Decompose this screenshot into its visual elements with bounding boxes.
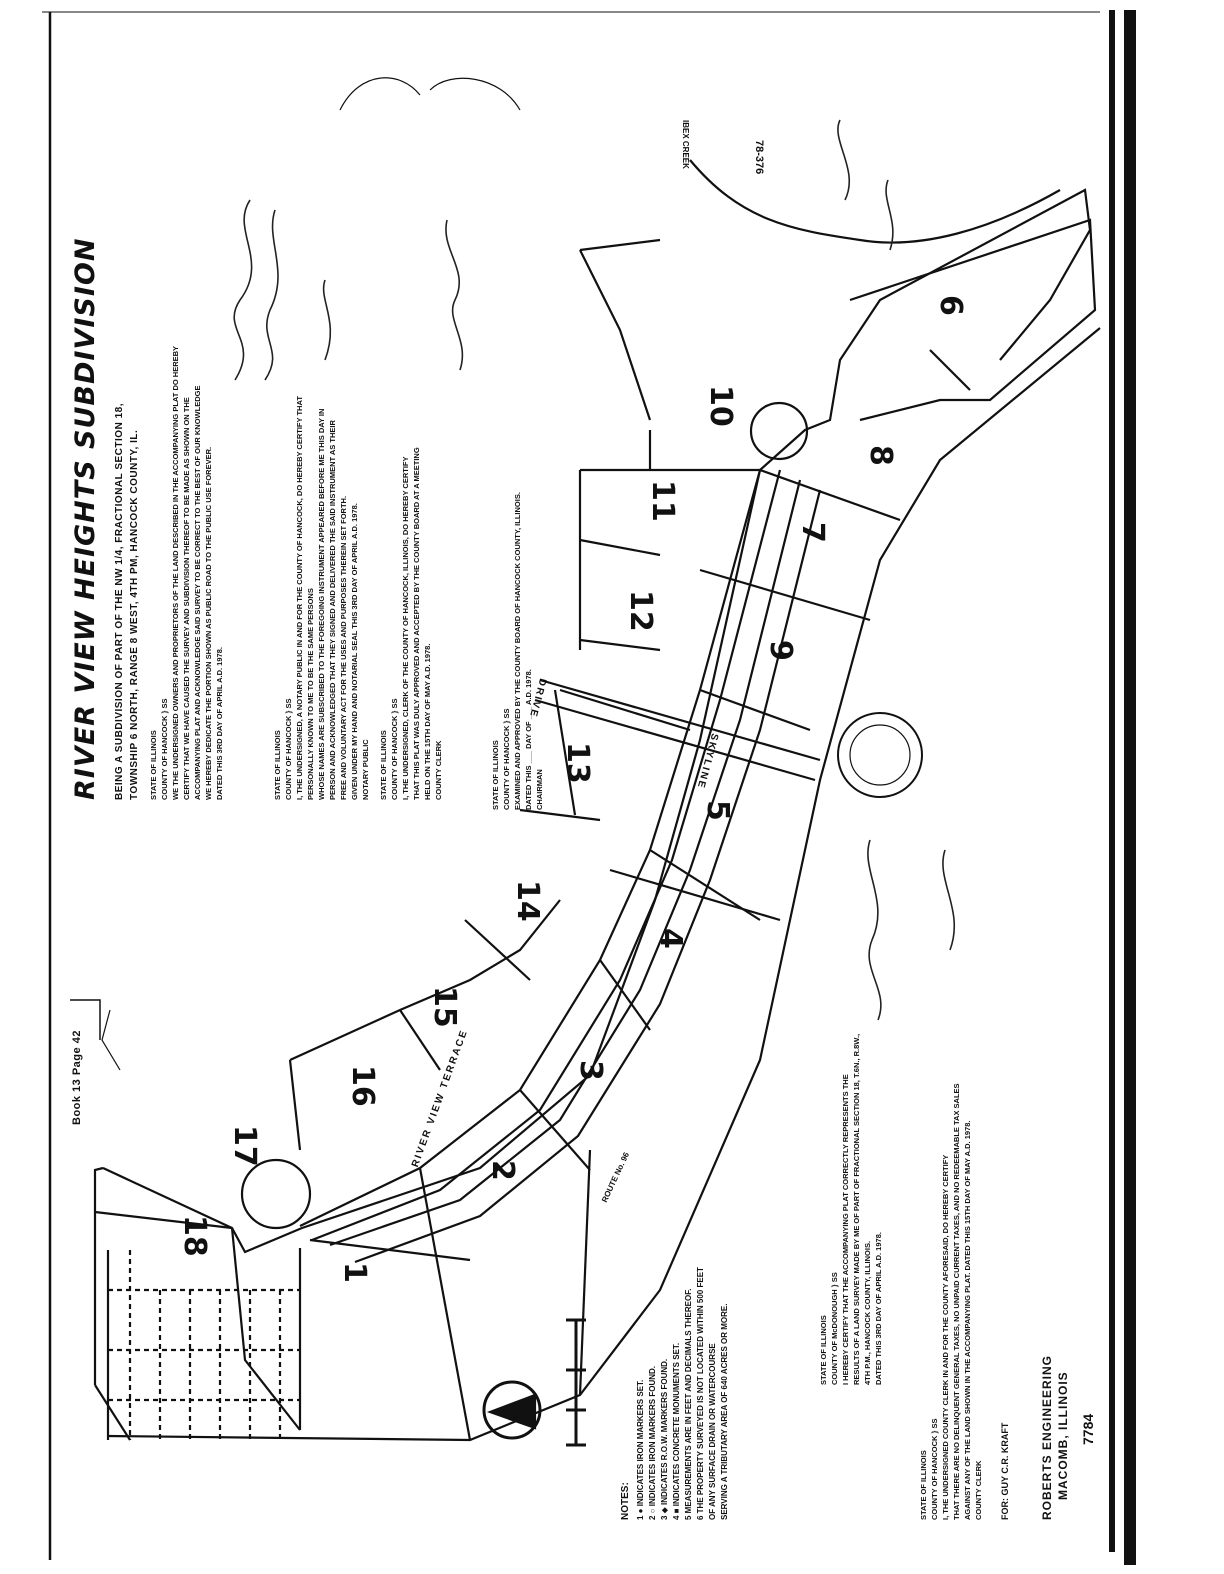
street-drive: DRIVE <box>526 677 548 720</box>
surveyor-certificate: STATE OF ILLINOIS COUNTY OF McDONOUGH } SS I HEREBY CERTIFY THAT THE ACCOMPANYING PLAT CORRECTLY REPRESENTS THE RESULTS OF A LAND SURVEY MADE BY ME OF PART OF FRACTIONAL SECTION 18, T.6N., R.8W., 4TH P.M., HANCOCK COUNTY, ILLINOIS. DATED THIS 3RD DAY OF APRIL A.D. 1978. <box>819 1033 883 1385</box>
owner-certificate: STATE OF ILLINOIS COUNTY OF HANCOCK } SS WE THE UNDERSIGNED OWNERS AND PROPRIETORS OF THE LAND DESCRIBED IN THE ACCOMPANYING PLAT DO HEREBY CERTIFY THAT WE HAVE CAUSED THE SURVEY AND SUBDIVISION THEREOF TO BE MADE AS SHOWN ON THE ACCOMPANYING PLAT AND ACKNOWLEDGE SAID SURVEY TO BE CORRECT TO THE BEST OF OUR KNOWLEDGE WE HEREBY DEDICATE THE PORTION SHOWN AS PUBLIC ROAD TO THE PUBLIC USE FOREVER. DATED THIS 3RD DAY OF APRIL A.D. 1978. <box>149 345 224 800</box>
tax-certificate: STATE OF ILLINOIS COUNTY OF HANCOCK } SS I, THE UNDERSIGNED COUNTY CLERK IN AND FOR THE COUNTY AFORESAID, DO HEREBY CERTIFY THAT THERE ARE NO DELINQUENT GENERAL TAXES, NO UNPAID CURRENT TAXES, AND NO REDEEMABLE TAX SALES AGAINST ANY OF THE LAND SHOWN IN THE ACCOMPANYING PLAT. DATED THIS 15TH DAY OF MAY A.D. 1978. COUNTY CLERK <box>919 1083 983 1520</box>
book-reference: Book 13 Page 42 <box>71 1030 83 1125</box>
note-8: SERVING A TRIBUTARY AREA OF 640 ACRES OR MORE. <box>720 1303 729 1520</box>
note-3: 3 ◆ INDICATES R.O.W. MARKERS FOUND. <box>660 1358 669 1520</box>
lot-number: 7 <box>795 522 830 543</box>
engineer-firm: ROBERTS ENGINEERING <box>1040 1354 1054 1520</box>
street-route-96: ROUTE No. 96 <box>600 1150 632 1204</box>
lot-number: 8 <box>863 445 898 466</box>
street-skyline: SKYLINE <box>694 732 720 791</box>
lot-number: 10 <box>703 385 738 427</box>
engineer-city: MACOMB, ILLINOIS <box>1056 1371 1070 1500</box>
note-7: OF ANY SURFACE DRAIN OR WATERCOURSE <box>708 1343 717 1520</box>
lot-number: 3 <box>573 1060 608 1081</box>
lot-number: 18 <box>177 1215 212 1257</box>
lot-number: 12 <box>623 590 658 632</box>
lot-number: 11 <box>645 480 680 522</box>
lot-number: 2 <box>485 1160 520 1181</box>
plat-subtitle-line-2: TOWNSHIP 6 NORTH, RANGE 8 WEST, 4TH PM, HANCOCK COUNTY, IL. <box>129 429 140 800</box>
notary-certificate: STATE OF ILLINOIS COUNTY OF HANCOCK } SS I, THE UNDERSIGNED, A NOTARY PUBLIC IN AND FOR THE COUNTY OF HANCOCK, DO HEREBY CERTIFY THAT PERSONALLY KNOWN TO ME TO BE THE SAME PERSONS WHOSE NAMES ARE SUBSCRIBED TO THE FOREGOING INSTRUMENT APPEARED BEFORE ME THIS DAY IN PERSON AND ACKNOWLEDGED THAT THEY SIGNED AND DELIVERED THE SAID INSTRUMENT AS THEIR FREE AND VOLUNTARY ACT FOR THE USES AND PURPOSES THEREIN SET FORTH. GIVEN UNDER MY HAND AND NOTARIAL SEAL THIS 3RD DAY OF APRIL A.D. 1978. NOTARY PUBLIC <box>273 396 370 800</box>
plat-title: RIVER VIEW HEIGHTS SUBDIVISION <box>70 237 101 800</box>
lot-number: 16 <box>345 1065 380 1107</box>
engineer-client: FOR: GUY C.R. KRAFT <box>1000 1422 1010 1520</box>
lot-number: 17 <box>227 1125 262 1167</box>
job-number: 7784 <box>1080 1413 1096 1445</box>
lot-number: 5 <box>700 800 735 821</box>
lot-number: 14 <box>510 880 545 922</box>
lot-number: 9 <box>763 640 798 661</box>
note-1: 1 ● INDICATES IRON MARKERS SET. <box>636 1379 645 1520</box>
lot-number: 15 <box>427 986 462 1028</box>
lot-number: 1 <box>337 1262 372 1283</box>
note-4: 4 ■ INDICATES CONCRETE MONUMENTS SET. <box>672 1342 681 1520</box>
note-6: 6 THE PROPERTY SURVEYED IS NOT LOCATED WITHIN 500 FEET <box>696 1267 705 1520</box>
street-river-view-terrace: RIVER VIEW TERRACE <box>410 1027 471 1169</box>
county-board-certificate: STATE OF ILLINOIS COUNTY OF HANCOCK } SS EXAMINED AND APPROVED BY THE COUNTY BOARD OF HANCOCK COUNTY, ILLINOIS. DATED THIS ___ DAY OF ___ A.D. 1978. CHAIRMAN <box>491 492 544 810</box>
lot-number: 13 <box>560 742 595 784</box>
note-5: 5 MEASUREMENTS ARE IN FEET AND DECIMALS THEREOF. <box>684 1288 693 1520</box>
notes-title: NOTES: <box>620 1482 631 1520</box>
note-2: 2 ○ INDICATES IRON MARKERS FOUND. <box>648 1365 657 1520</box>
recording-stamp: 78-376 <box>753 140 765 175</box>
creek-label: IBEX CREEK <box>681 120 690 169</box>
lot-number: 4 <box>653 928 688 949</box>
plat-subtitle-line-1: BEING A SUBDIVISION OF PART OF THE NW 1/4, FRACTIONAL SECTION 18, <box>114 403 125 800</box>
lot-number: 6 <box>933 295 968 316</box>
county-clerk-certificate: STATE OF ILLINOIS COUNTY OF HANCOCK } SS I, THE UNDERSIGNED, CLERK OF THE COUNTY OF HANCOCK, ILLINOIS, DO HEREBY CERTIFY THAT THIS PLAT WAS DULY APPROVED AND ACCEPTED BY THE COUNTY BOARD AT A MEETING HELD ON THE 15TH DAY OF MAY A.D. 1978. COUNTY CLERK <box>379 447 443 800</box>
